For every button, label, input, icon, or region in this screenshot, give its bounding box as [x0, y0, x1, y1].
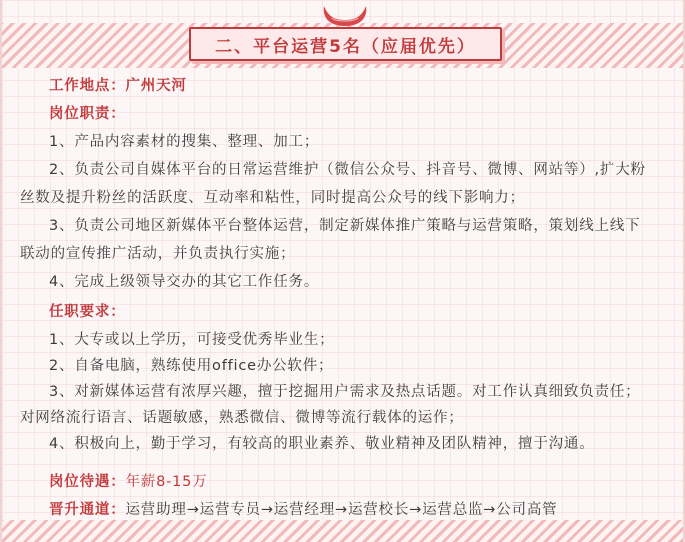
requirement-item: 4、积极向上，勤于学习，有较高的职业素养、敬业精神及团队精神，擅于沟通。 [49, 436, 595, 452]
salary-value: 年薪8-15万 [125, 474, 208, 490]
location-value: 广州天河 [125, 78, 187, 94]
duties-heading: 岗位职责： [49, 106, 126, 122]
duty-item: 4、完成上级领导交办的其它工作任务。 [49, 274, 320, 290]
devil-horns-icon [320, 4, 370, 28]
requirement-item: 2、自备电脑，熟练使用office办公软件； [49, 358, 334, 374]
duty-item: 2、负责公司自媒体平台的日常运营维护（微信公众号、抖音号、微博、网站等）,扩大粉 [49, 162, 646, 178]
requirement-item-continued: 对网络流行语言、话题敏感，熟悉微信、微博等流行载体的运作； [20, 410, 464, 426]
section-title-text: 二、平台运营5名（应届优先） [215, 36, 476, 57]
requirement-item: 1、大专或以上学历，可接受优秀毕业生； [49, 332, 335, 348]
promotion-label: 晋升通道： [49, 502, 126, 518]
bottom-stripe-band [2, 520, 683, 542]
requirement-item: 3、对新媒体运营有浓厚兴趣，擅于挖掘用户需求及热点话题。对工作认真细致负责任； [49, 384, 641, 400]
duty-item: 3、负责公司地区新媒体平台整体运营，制定新媒体推广策略与运营策略，策划线上线下 [49, 218, 641, 234]
salary-row [49, 470, 208, 491]
promotion-value: 运营助理→运营专员→运营经理→运营校长→运营总监→公司高管 [125, 502, 558, 518]
location-label: 工作地点： [49, 78, 126, 94]
section-title [189, 27, 502, 61]
duty-item-continued: 联动的宣传推广活动，并负责执行实施； [20, 246, 296, 262]
duty-item: 1、产品内容素材的搜集、整理、加工； [49, 134, 320, 150]
salary-label: 岗位待遇： [49, 474, 126, 490]
duty-item-continued: 丝数及提升粉丝的活跃度、互动率和粘性，同时提高公众号的线下影响力； [20, 190, 525, 206]
requirements-heading: 任职要求： [49, 304, 126, 320]
location-row [49, 74, 187, 95]
promotion-row [49, 498, 557, 519]
